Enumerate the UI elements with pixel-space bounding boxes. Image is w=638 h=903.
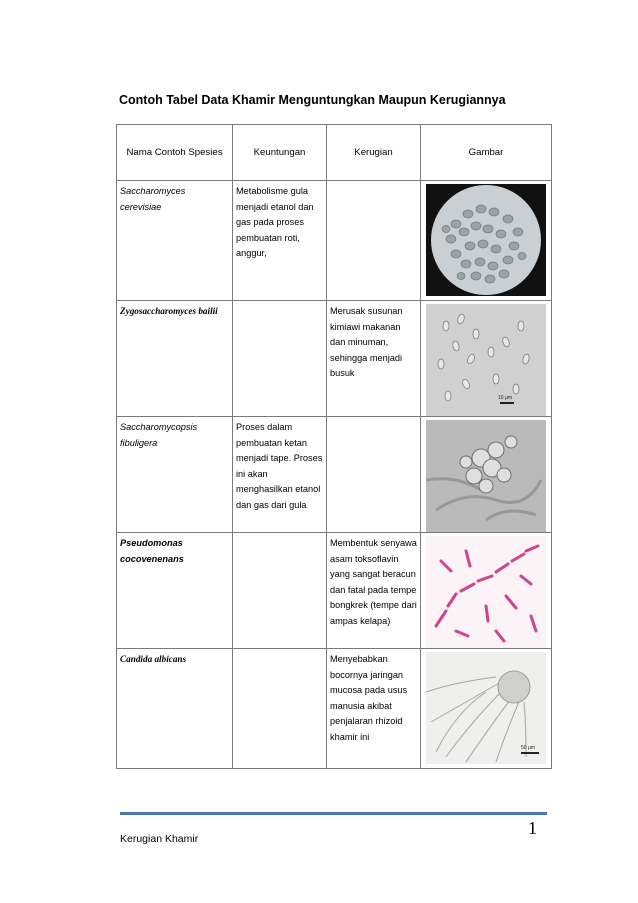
header-image: Gambar (421, 125, 552, 181)
species-name: Saccharomycopsis fibuligera (117, 417, 233, 533)
footer-text: Kerugian Khamir (120, 833, 199, 845)
image-cell (421, 649, 552, 769)
page-number: 1 (528, 818, 537, 838)
species-name: Saccharomyces cerevisiae (117, 181, 233, 301)
species-name: Pseudomonas cocovenenans (117, 533, 233, 649)
microscope-oval-cells-image (426, 304, 546, 416)
microscope-pink-rods-image (426, 536, 546, 648)
loss-text: Menyebabkan bocornya jaringan mucosa pada usus manusia akibat penjalaran rhizoid khamir ini (327, 649, 421, 769)
scale-label: 10 μm (498, 395, 512, 401)
benefit-text (233, 533, 327, 649)
species-name: Candida albicans (117, 649, 233, 769)
species-name: Zygosaccharomyces bailii (117, 301, 233, 417)
loss-text (327, 417, 421, 533)
table-row (117, 181, 552, 301)
benefit-text: Proses dalam pembuatan ketan menjadi tape. Proses ini akan menghasilkan etanol dan gas dari gula (233, 417, 327, 533)
loss-text (327, 181, 421, 301)
loss-text: Merusak susunan kimiawi makanan dan minuman, sehingga menjadi busuk (327, 301, 421, 417)
benefit-text (233, 301, 327, 417)
header-species: Nama Contoh Spesies (117, 125, 233, 181)
footer-rule (120, 812, 547, 815)
table-header-row (117, 125, 552, 181)
image-cell (421, 181, 552, 301)
page-title: Contoh Tabel Data Khamir Menguntungkan Maupun Kerugiannya (119, 93, 506, 107)
table-row (117, 649, 552, 769)
image-cell (421, 301, 552, 417)
header-benefit: Keuntungan (233, 125, 327, 181)
header-loss: Kerugian (327, 125, 421, 181)
microscope-hyphae-image (426, 652, 546, 764)
image-cell (421, 417, 552, 533)
table-row (117, 533, 552, 649)
species-table (116, 124, 552, 769)
microscope-yeast-cells-image (426, 184, 546, 296)
benefit-text: Metabolisme gula menjadi etanol dan gas pada proses pembuatan roti, anggur, (233, 181, 327, 301)
benefit-text (233, 649, 327, 769)
microscope-budding-cells-image (426, 420, 546, 532)
table-row (117, 301, 552, 417)
scale-label: 50 μm (521, 745, 535, 751)
loss-text: Membentuk senyawa asam toksoflavin yang sangat beracun dan fatal pada tempe bongkrek (tempe dari ampas kelapa) (327, 533, 421, 649)
image-cell (421, 533, 552, 649)
table-row (117, 417, 552, 533)
